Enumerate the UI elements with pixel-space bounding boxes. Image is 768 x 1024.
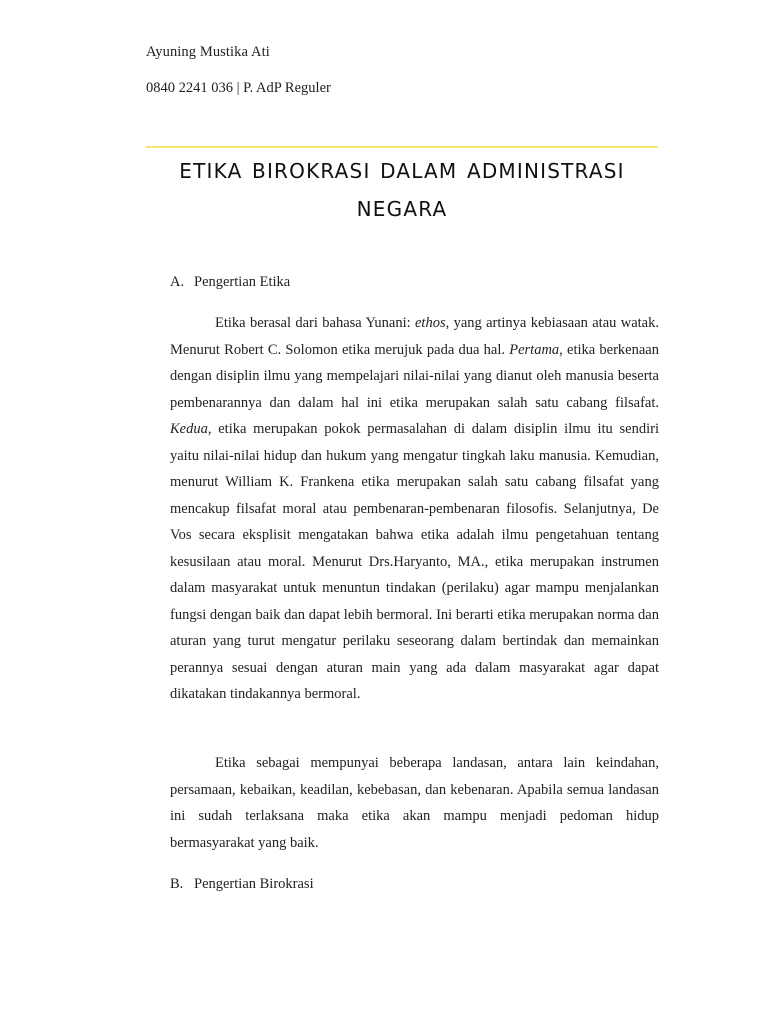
text-run: , etika berkenaan dengan disiplin ilmu yang mempelajari nilai-nilai yang dianut oleh manusia beserta pembenarannya dan dalam hal ini etika merupakan salah satu cabang filsafat. (170, 341, 659, 411)
section-title: Pengertian Birokrasi (194, 876, 314, 892)
paragraph (170, 750, 659, 856)
title-line-1: ETIKA BIROKRASI DALAM ADMINISTRASI (179, 159, 625, 183)
section-marker: A. (170, 274, 185, 290)
header-divider (146, 146, 658, 148)
text-run: Etika berasal dari bahasa Yunani: (215, 315, 415, 331)
section-title: Pengertian Etika (194, 274, 291, 290)
author-name: Ayuning Mustika Ati (146, 44, 270, 60)
author-meta: 0840 2241 036 | P. AdP Reguler (146, 80, 331, 96)
section-heading-b (170, 876, 314, 893)
italic-term: Pertama (509, 341, 560, 358)
paragraph (170, 310, 659, 708)
italic-term: ethos (414, 315, 446, 331)
text-run: Etika sebagai mempunyai beberapa landasan, antara lain keindahan, persamaan, kebaikan, keadilan, kebebasan, dan kebenaran. Apabila semua landasan ini sudah terlaksana maka etika akan mampu menjadi pedoman hidup bermasyarakat yang baik. (170, 755, 659, 851)
section-heading-a (170, 274, 290, 291)
title-line-2: NEGARA (356, 197, 448, 221)
text-run: , etika merupakan pokok permasalahan di dalam disiplin ilmu itu sendiri yaitu nilai-nilai hidup dan hukum yang mengatur tingkah laku manusia. Kemudian, menurut William K. Frankena etika merupakan salah satu cabang filsafat yang mencakup filsafat moral atau pembenaran-pembenaran filosofis. Selanjutnya, De Vos secara eksplisit mengatakan bahwa etika adalah ilmu pengetahuan tentang kesusilaan atau moral. Menurut Drs.Haryanto, MA., etika merupakan instrumen dalam masyarakat untuk menuntun tindakan (perilaku) agar mampu menjalankan fungsi dengan baik dan dapat lebih bermoral. Ini berarti etika merupakan norma dan aturan yang turut mengatur perilaku seseorang dalam bertindak dan memainkan perannya sesuai dengan aturan main yang ada dalam masyarakat agar dapat dikatakan tindakannya bermoral. (170, 421, 659, 702)
section-marker: B. (170, 876, 184, 892)
document-title (146, 152, 658, 228)
text-run: , yang artinya kebiasaan atau watak. Menurut Robert C. Solomon etika merujuk pada dua hal. (170, 315, 659, 358)
italic-term: Kedua (170, 421, 208, 437)
